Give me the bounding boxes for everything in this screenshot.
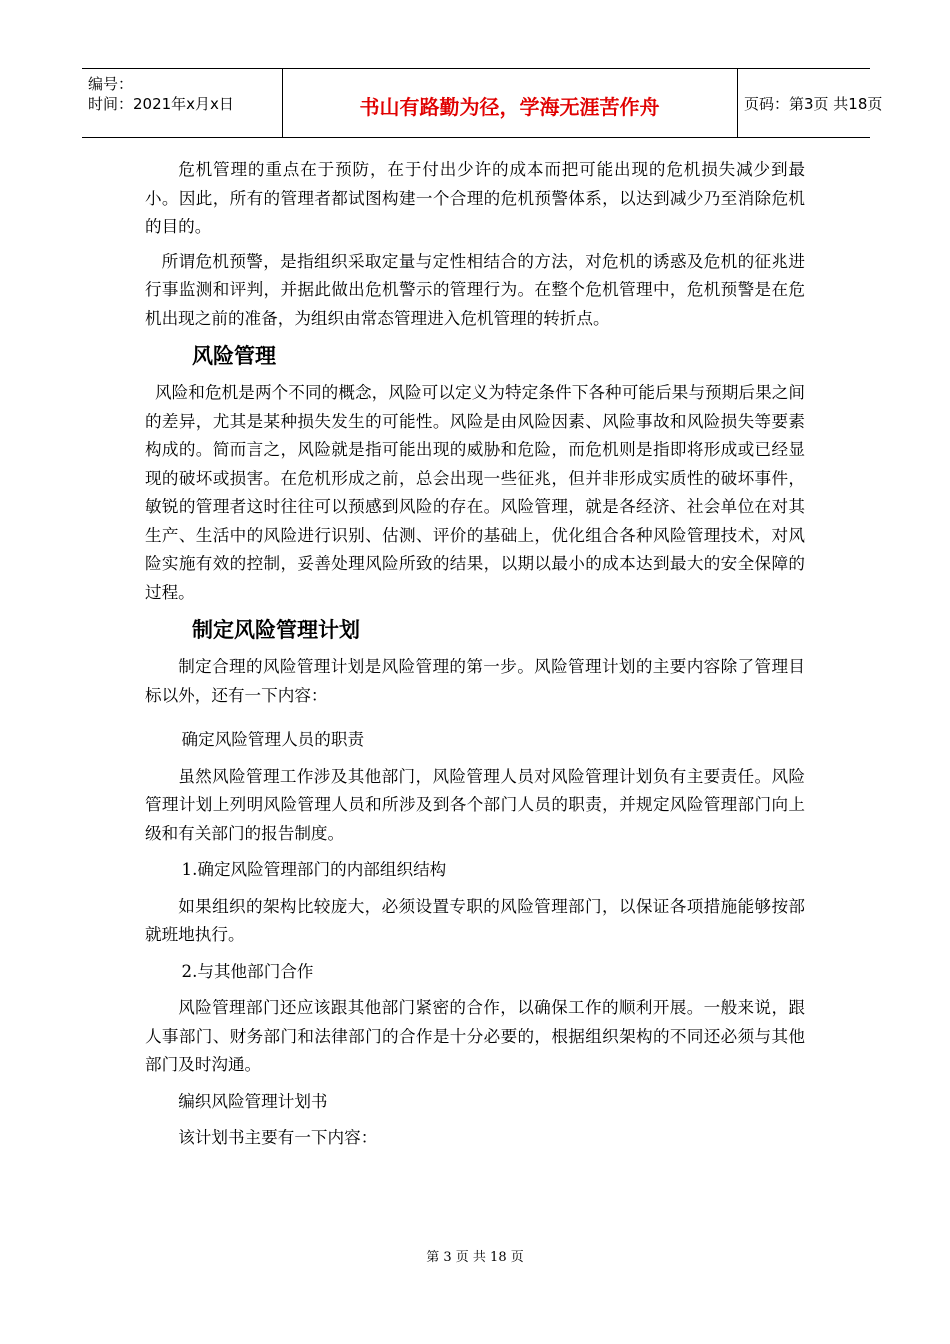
paragraph: 虽然风险管理工作涉及其他部门，风险管理人员对风险管理计划负有主要责任。风险管理计划上列明风险管理人员和所涉及到各个部门人员的职责，并规定风险管理部门向上级和有关部门的报告制度。 (145, 766, 805, 843)
page-number-label: 页码：第3页 共18页 (744, 95, 883, 113)
time-label: 时间：2021年x月x日 (88, 95, 234, 113)
header-motto: 书山有路勤为径，学海无涯苦作舟 (359, 95, 660, 119)
paragraph: 风险管理部门还应该跟其他部门紧密的合作，以确保工作的顺利开展。一般来说，跟人事部门、财务部门和法律部门的合作是十分必要的，根据组织架构的不同还必须与其他部门及时沟通。 (145, 998, 805, 1074)
header-left-cell (82, 69, 283, 137)
header-center-cell (282, 69, 738, 137)
paragraph: 如果组织的架构比较庞大，必须设置专职的风险管理部门，以保证各项措施能够按部就班地执行。 (145, 896, 805, 944)
header-table (82, 68, 883, 138)
paragraph: 风险和危机是两个不同的概念，风险可以定义为特定条件下各种可能后果与预期后果之间的差异，尤其是某种损失发生的可能性。风险是由风险因素、风险事故和风险损失等要素构成的。简而言之，风险就是指可能出现的威胁和危险，而危机则是指即将形成或已经显现的破坏或损害。在危机形成之前，总会出现一些征兆，但并非形成实质性的破坏事件，敏锐的管理者这时往往可以预感到风险的存在。风险管理，就是各经济、社会单位在对其生产、生活中的风险进行识别、估测、评价的基础上，优化组合各种风险管理技术，对风险实施有效的控制，妥善处理风险所致的结果，以期以最小的成本达到最大的安全保障的过程。 (145, 383, 805, 602)
subheading: 2.与其他部门合作 (181, 961, 314, 981)
number-label: 编号： (88, 75, 134, 93)
subheading: 确定风险管理人员的职责 (181, 730, 365, 749)
paragraph: 该计划书主要有一下内容： (178, 1128, 378, 1147)
subheading: 1.确定风险管理部门的内部组织结构 (181, 860, 447, 879)
paragraph: 所谓危机预警，是指组织采取定量与定性相结合的方法，对危机的诱惑及危机的征兆进行事监测和评判，并据此做出危机警示的管理行为。在整个危机管理中，危机预警是在危机出现之前的准备，为组织由常态管理进入危机管理的转折点。 (145, 251, 805, 328)
section-heading: 风险管理 (192, 344, 276, 368)
page-footer: 第 3 页 共 18 页 (426, 1250, 524, 1265)
paragraph: 制定合理的风险管理计划是风险管理的第一步。风险管理计划的主要内容除了管理目标以外，还有一下内容： (145, 657, 805, 705)
subheading: 编织风险管理计划书 (178, 1091, 328, 1111)
header-right-cell (738, 69, 883, 137)
section-heading: 制定风险管理计划 (192, 618, 360, 642)
document-body (145, 156, 805, 1153)
paragraph: 危机管理的重点在于预防，在于付出少许的成本而把可能出现的危机损失减少到最小。因此，所有的管理者都试图构建一个合理的危机预警体系，以达到减少乃至消除危机的目的。 (145, 160, 805, 236)
